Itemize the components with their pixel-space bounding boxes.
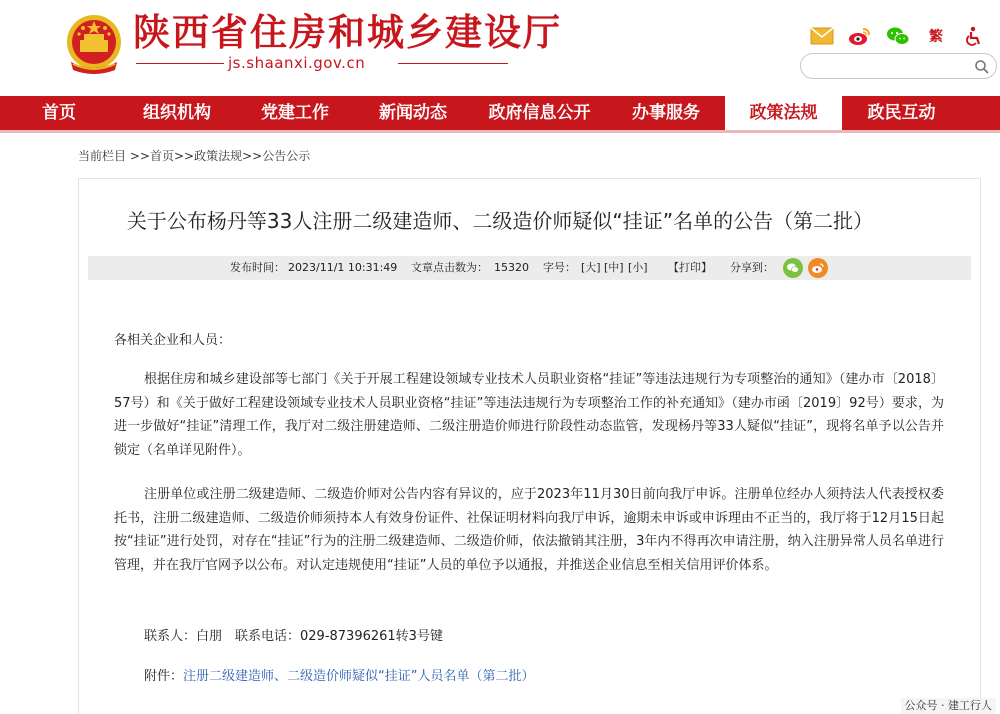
attachment-label: 附件： [144,669,184,684]
contact-info: 联系人：白朋 联系电话：029-87396261转3号键 [144,629,443,644]
main-nav [0,96,1000,130]
wechat-icon[interactable] [886,25,910,47]
paragraph-1: 根据住房和城乡建设部等七部门《关于开展工程建设领域专业技术人员职业资格“挂证”等违法违规行为专项整治的通知》（建办市〔2018〕57号）和《关于做好工程建设领域专业技术人员职业资格“挂证”等违法违规行为专项整治工作的补充通知》（建办市函〔2019〕92号）要求，为进一步做好“挂证”清理工作，我厅对二级注册建造师、二级注册造价师进行阶段性动态监管，发现杨丹等33人疑似“挂证”，现将名单予以公告并锁定（名单详见附件）。 [114,372,944,458]
search-icon[interactable] [974,59,990,75]
print-button[interactable]: 【打印】 [668,261,712,274]
breadcrumb [78,148,310,164]
breadcrumb-notice[interactable]: 公告公示 [262,149,311,163]
nav-item-home[interactable]: 首页 [42,103,76,123]
publish-time: 2023/11/1 10:31:49 [288,261,398,274]
site-title: 陕西省住房和城乡建设厅 [133,11,562,54]
domain-divider-right [398,63,508,64]
nav-shadow [0,130,1000,133]
nav-item-interaction[interactable]: 政民互动 [867,103,936,123]
domain-divider-left [136,63,224,64]
breadcrumb-separator: >> [126,149,150,163]
breadcrumb-separator: >> [242,149,263,163]
site-header [0,0,1000,96]
font-size-large[interactable]: [大] [581,261,601,274]
search-box [800,53,997,79]
font-size-small[interactable]: [小] [628,261,648,274]
email-icon[interactable] [810,25,834,47]
breadcrumb-separator: >> [173,149,195,163]
weibo-icon[interactable] [848,25,872,47]
search-input[interactable] [811,57,961,75]
font-size-label: 字号： [543,261,576,274]
traditional-chinese-toggle[interactable]: 繁 [929,29,943,45]
article-title: 关于公布杨丹等33人注册二级建造师、二级造价师疑似“挂证”名单的公告（第二批） [126,209,874,233]
breadcrumb-home[interactable]: 首页 [149,149,174,163]
nav-item-services[interactable]: 办事服务 [632,103,700,123]
font-size-medium[interactable]: [中] [604,261,624,274]
breadcrumb-prefix: 当前栏目 [78,149,127,163]
share-label: 分享到： [730,261,774,274]
paragraph-2: 注册单位或注册二级建造师、二级造价师对公告内容有异议的，应于2023年11月30日前向我厅申诉。注册单位经办人须持法人代表授权委托书，注册二级建造师、二级造价师须持本人有效身份证件、社保证明材料向我厅申诉，逾期未申诉或申诉理由不正当的，我厅将于12月15日起按“挂证”进行处罚，对存在“挂证”行为的注册二级建造师、二级造价师，依法撤销其注册，3年内不得再次申请注册，纳入注册异常人员名单进行管理，并在我厅官网予以公布。对认定违规使用“挂证”人员的单位予以通报，并推送企业信息至相关信用评价体系。 [114,487,944,573]
watermark: 公众号 · 建工行人 [901,698,997,714]
share-weibo-icon[interactable] [808,258,828,278]
nav-item-party-building[interactable]: 党建工作 [261,103,329,123]
share-wechat-icon[interactable] [783,258,803,278]
view-count-label: 文章点击数为： [411,261,488,274]
publish-time-label: 发布时间： [230,261,285,274]
breadcrumb-policy[interactable]: 政策法规 [194,149,243,163]
site-domain: js.shaanxi.gov.cn [228,54,366,72]
nav-item-policy[interactable]: 政策法规 [725,96,842,130]
article-meta-bar [88,256,971,280]
accessibility-icon[interactable] [962,25,986,47]
attachment-link[interactable]: 注册二级建造师、二级造价师疑似“挂证”人员名单（第二批） [183,669,535,684]
nav-item-gov-info[interactable]: 政府信息公开 [488,103,591,123]
view-count: 15320 [494,261,529,274]
header-tools [810,24,986,48]
greeting: 各相关企业和人员： [114,333,232,348]
attachment [144,668,535,686]
national-emblem-icon [63,12,125,78]
nav-item-news[interactable]: 新闻动态 [379,103,447,123]
nav-item-organization[interactable]: 组织机构 [143,103,211,123]
